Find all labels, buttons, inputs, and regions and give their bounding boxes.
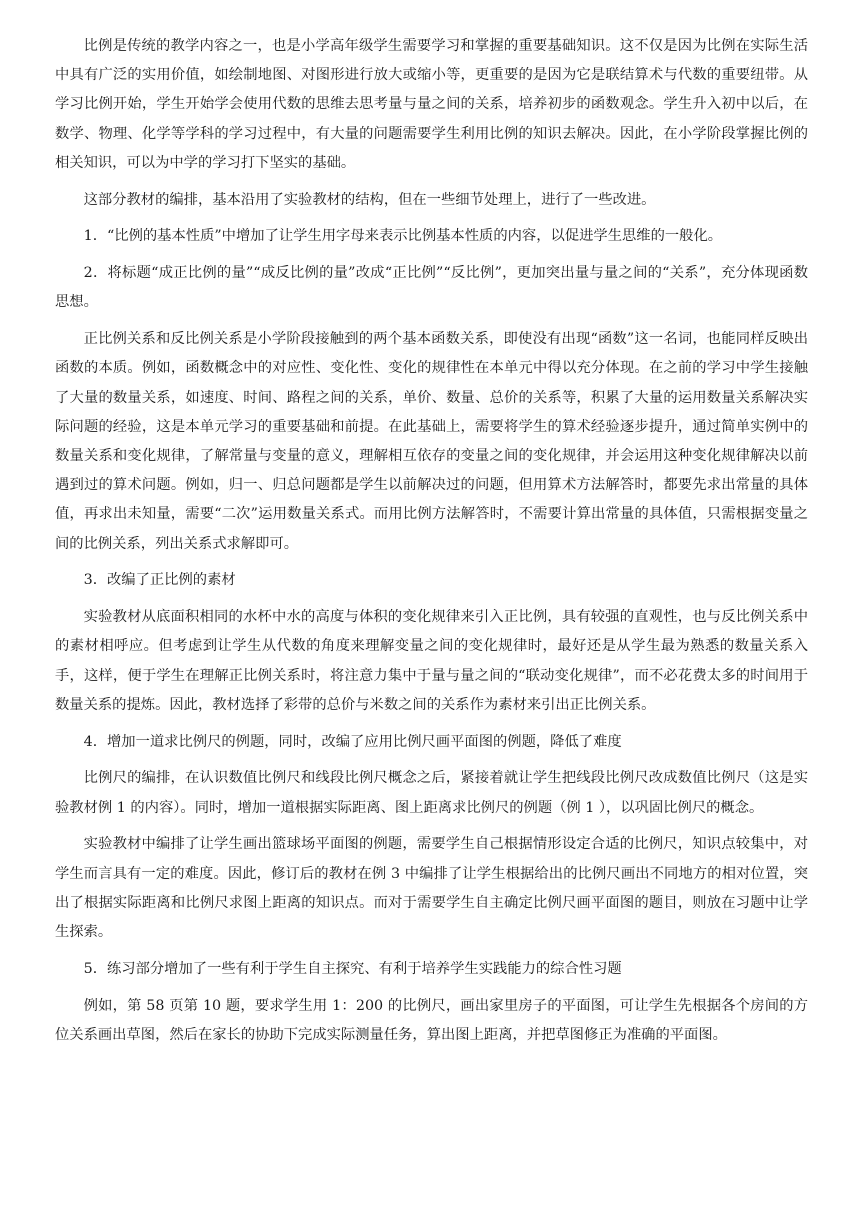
point-3-heading: 3．改编了正比例的素材 — [83, 572, 236, 589]
paragraph-floor-plan: 实验教材中编排了让学生画出篮球场平面图的例题，需要学生自己根据情形设定合适的比例尺，知识点较集中，对学生而言具有一定的难度。因此，修订后的教材在例 3 中编排了让学生根据给出的比例尺画出不同地方的相对位置，突出了根据实际距离和比例尺求图上距离的知识点。而对于需要学生自主确定比例尺画平面图的题目，则放在习题中让学生探索。 — [55, 836, 808, 941]
paragraph-intro: 比例是传统的教学内容之一，也是小学高年级学生需要学习和掌握的重要基础知识。这不仅是因为比例在实际生活中具有广泛的实用价值，如绘制地图、对图形进行放大或缩小等，更重要的是因为它是联结算术与代数的重要纽带。从学习比例开始，学生开始学会使用代数的思维去思考量与量之间的关系，培养初步的函数观念。学生升入初中以后，在数学、物理、化学等学科的学习过程中，有大量的问题需要学生利用比例的知识去解决。因此，在小学阶段掌握比例的相关知识，可以为中学的学习打下坚实的基础。 — [55, 38, 808, 171]
document-body — [55, 32, 808, 1058]
point-2: 2．将标题“成正比例的量”“成反比例的量”改成“正比例”“反比例”，更加突出量与量之间的“关系”，充分体现函数思想。 — [55, 265, 808, 311]
paragraph-proportion-material: 实验教材从底面积相同的水杯中水的高度与体积的变化规律来引入正比例，具有较强的直观性，也与反比例关系中的素材相呼应。但考虑到让学生从代数的角度来理解变量之间的变化规律时，最好还是从学生最为熟悉的数量关系入手，这样，便于学生在理解正比例关系时，将注意力集中于量与量之间的“联动变化规律”，而不必花费太多的时间用于数量关系的提炼。因此，教材选择了彩带的总价与米数之间的关系作为素材来引出正比例关系。 — [55, 609, 808, 713]
paragraph-scale-arrangement: 比例尺的编排，在认识数值比例尺和线段比例尺概念之后，紧接着就让学生把线段比例尺改成数值比例尺（这是实验教材例 1 的内容）。同时，增加一道根据实际距离、图上距离求比例尺的例题（例 1 ），以巩固比例尺的概念。 — [55, 770, 808, 816]
paragraph-exercise-example: 例如，第 58 页第 10 题，要求学生用 1：200 的比例尺，画出家里房子的平面图，可让学生先根据各个房间的方位关系画出草图，然后在家长的协助下完成实际测量任务，算出图上距离，并把草图修正为准确的平面图。 — [55, 997, 808, 1043]
paragraph-function-relations: 正比例关系和反比例关系是小学阶段接触到的两个基本函数关系，即使没有出现“函数”这一名词，也能同样反映出函数的本质。例如，函数概念中的对应性、变化性、变化的规律性在本单元中得以充分体现。在之前的学习中学生接触了大量的数量关系，如速度、时间、路程之间的关系，单价、数量、总价的关系等，积累了大量的运用数量关系解决实际问题的经验，这是本单元学习的重要基础和前提。在此基础上，需要将学生的算术经验逐步提升，通过简单实例中的数量关系和变化规律，了解常量与变量的意义，理解相互依存的变量之间的变化规律，并会运用这种变化规律解决以前遇到过的算术问题。例如，归一、归总问题都是学生以前解决过的问题，但用算术方法解答时，都要先求出常量的具体值，再求出未知量，需要“二次”运用数量关系式。而用比例方法解答时，不需要计算出常量的具体值，只需根据变量之间的比例关系，列出关系式求解即可。 — [55, 331, 808, 552]
point-1: 1．“比例的基本性质”中增加了让学生用字母来表示比例基本性质的内容，以促进学生思维的一般化。 — [83, 228, 723, 245]
point-4-heading: 4．增加一道求比例尺的例题，同时，改编了应用比例尺画平面图的例题，降低了难度 — [83, 733, 622, 750]
point-5-heading: 5．练习部分增加了一些有利于学生自主探究、有利于培养学生实践能力的综合性习题 — [83, 960, 622, 977]
paragraph-structure: 这部分教材的编排，基本沿用了实验教材的结构，但在一些细节处理上，进行了一些改进。 — [83, 191, 656, 208]
